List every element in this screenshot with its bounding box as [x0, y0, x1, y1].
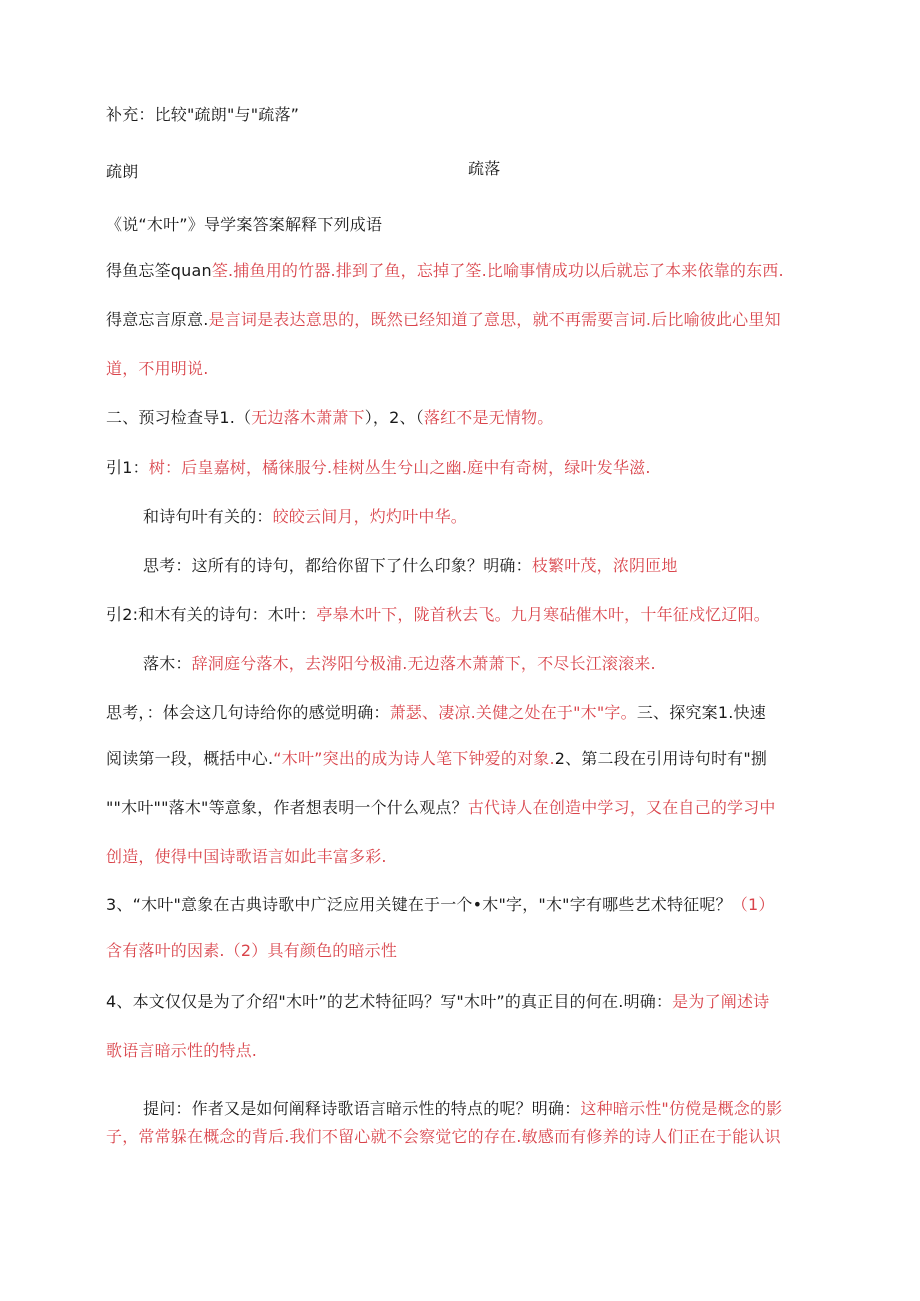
luomu [143, 654, 820, 674]
idiom-2-answer-line2: 道，不用明说. [106, 359, 209, 378]
leaf-poem-label: 和诗句叶有关的： [143, 507, 273, 526]
explore-q2-answer-cont: 创造，使得中国诗歌语言如此丰富多彩. [106, 847, 387, 866]
compare-right-term: 疏落 [468, 159, 501, 178]
luomu-label: 落木： [143, 654, 192, 673]
preview-mid: ），2、（ [364, 408, 424, 427]
explore-q1-prompt: 阅读第一段，概括中心. [106, 749, 274, 768]
yin-1 [106, 458, 820, 478]
idiom-1-term: 得鱼忘筌quan [106, 261, 212, 280]
compare-row [106, 159, 820, 182]
yin-1-label: 引1： [106, 458, 149, 477]
supplement-title: 补充：比较"疏朗"与"疏落” [106, 105, 300, 124]
explore-q2-prompt: 2、第二段在引用诗句时有"捌 [554, 749, 768, 768]
compare-left-term: 疏朗 [106, 162, 139, 181]
preview-label: 二、预习检查导1.（ [106, 408, 252, 427]
leaf-poem [143, 507, 820, 527]
question-4-answer: 歌语言暗示性的特点. [106, 1041, 258, 1060]
yin-2-answer: 亭皋木叶下，陇首秋去飞。九月寒砧催木叶，十年征戍忆辽阳。 [316, 605, 770, 624]
question-4-answer-start: 是为了阐述诗 [672, 992, 770, 1011]
question-3 [106, 895, 820, 915]
yin-1-answer: 树：后皇嘉树，橘徕服兮.桂树丛生兮山之幽.庭中有奇树，绿叶发华滋. [148, 458, 651, 477]
question-3-text: 3、“木叶"意象在古典诗歌中广泛应用关键在于一个•木"字，"木"字有哪些艺术特征呢？ [106, 895, 732, 914]
ask [143, 1099, 820, 1119]
think-2-line2 [106, 749, 820, 769]
yin-2-label: 引2:和木有关的诗句：木叶： [106, 605, 317, 624]
preview-check [106, 408, 820, 428]
idiom-2-answer-line1: 是言词是表达意思的，既然已经知道了意思，就不再需要言词.后比喻彼此心里知 [208, 310, 781, 329]
think-1-answer: 枝繁叶茂，浓阴匝地 [531, 556, 678, 575]
section-heading: 《说“木叶”》导学案答案解释下列成语 [106, 215, 383, 234]
explore-case-label: 三、探究案1.快速 [636, 703, 766, 722]
yin-2 [106, 605, 820, 625]
idiom-2-term: 得意忘言原意. [106, 310, 209, 329]
question-3-answer-start: （1） [731, 895, 775, 914]
think-1 [143, 556, 820, 576]
idiom-2 [106, 310, 820, 330]
idiom-1-answer: 筌.捕鱼用的竹器.排到了鱼，忘掉了筌.比喻事情成功以后就忘了本来依靠的东西. [211, 261, 784, 280]
ask-label: 提问：作者又是如何阐释诗歌语言暗示性的特点的呢？明确： [143, 1099, 581, 1118]
question-4-text: 4、本文仅仅是为了介绍"木叶”的艺术特征吗？写"木叶”的真正目的何在.明确： [106, 992, 673, 1011]
think-1-label: 思考：这所有的诗句，都给你留下了什么印象？明确： [143, 556, 532, 575]
idiom-1 [106, 261, 820, 281]
ask-answer: 子，常常躲在概念的背后.我们不留心就不会察觉它的存在.敏感而有修养的诗人们正在于能认识 [106, 1127, 781, 1146]
question-4 [106, 992, 820, 1012]
think-2-line1 [106, 703, 820, 723]
leaf-poem-answer: 皎皎云间月，灼灼叶中华。 [272, 507, 468, 526]
question-3-answer: 含有落叶的因素.（2）具有颜色的暗示性 [106, 941, 398, 960]
think-2-prompt: 思考，：体会这几句诗给你的感觉明确： [106, 703, 390, 722]
think-2-answer: 萧瑟、凄凉.关健之处在于"木"字。 [389, 703, 637, 722]
think-2-line3 [106, 798, 820, 818]
explore-q1-answer: “木叶”突出的成为诗人笔下钟爱的对象. [273, 749, 555, 768]
luomu-answer: 辞洞庭兮落木，去涔阳兮极浦.无边落木萧萧下，不尽长江滚滚来. [191, 654, 656, 673]
ask-answer-start: 这种暗示性"仿傥是概念的影 [580, 1099, 783, 1118]
explore-q2-prompt-cont: ""木叶""落木"等意象，作者想表明一个什么观点？ [106, 798, 468, 817]
explore-q2-answer: 古代诗人在创造中学习，又在自己的学习中 [467, 798, 776, 817]
preview-answer-1: 无边落木萧萧下 [251, 408, 365, 427]
preview-answer-2: 落红不是无情物。 [423, 408, 554, 427]
